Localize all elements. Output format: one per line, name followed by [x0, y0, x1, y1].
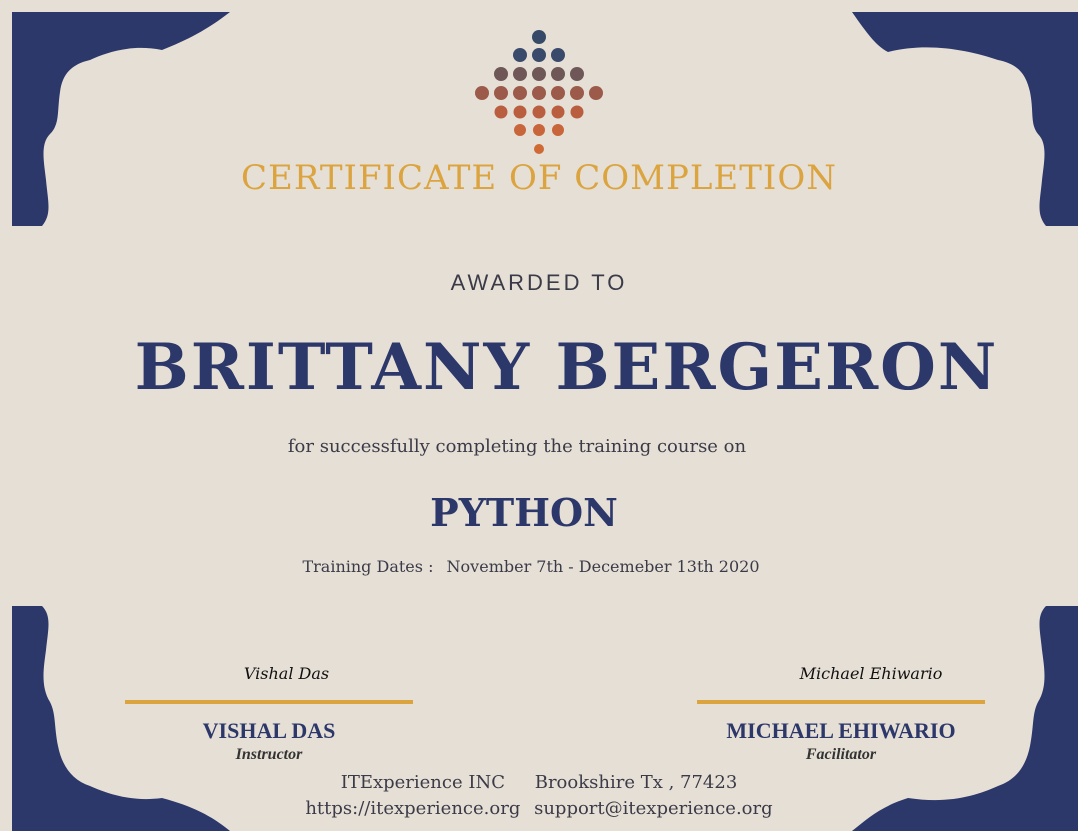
instructor-role: Instructor	[235, 746, 303, 763]
signature-block-facilitator	[697, 664, 985, 764]
company-name: ITExperience INC	[340, 772, 505, 793]
instructor-signature: Vishal Das	[243, 664, 330, 683]
dot-diamond-logo	[468, 25, 610, 157]
footer-contact-line	[0, 798, 1078, 819]
facilitator-name: MICHAEL EHIWARIO	[726, 718, 956, 743]
training-dates-value: November 7th - Decemeber 13th 2020	[446, 557, 760, 576]
facilitator-signature: Michael Ehiwario	[799, 664, 943, 683]
email-link[interactable]: support@itexperience.org	[534, 798, 773, 819]
footer-company-line	[0, 772, 1078, 793]
signature-block-instructor	[125, 664, 413, 764]
instructor-name: VISHAL DAS	[202, 718, 336, 743]
company-location: Brookshire Tx , 77423	[534, 772, 738, 793]
website-link[interactable]: https://itexperience.org	[305, 798, 521, 819]
awarded-to-label: AWARDED TO	[450, 270, 628, 295]
training-dates	[0, 557, 1078, 576]
completion-text: for successfully completing the training course on	[287, 436, 747, 457]
signature-line	[125, 700, 413, 704]
training-dates-label: Training Dates :	[302, 557, 434, 576]
course-name: PYTHON	[430, 490, 618, 535]
recipient-name: BRITTANY BERGERON	[134, 330, 999, 405]
facilitator-role: Facilitator	[805, 746, 877, 763]
certificate-title: CERTIFICATE OF COMPLETION	[241, 158, 837, 198]
signature-line	[697, 700, 985, 704]
